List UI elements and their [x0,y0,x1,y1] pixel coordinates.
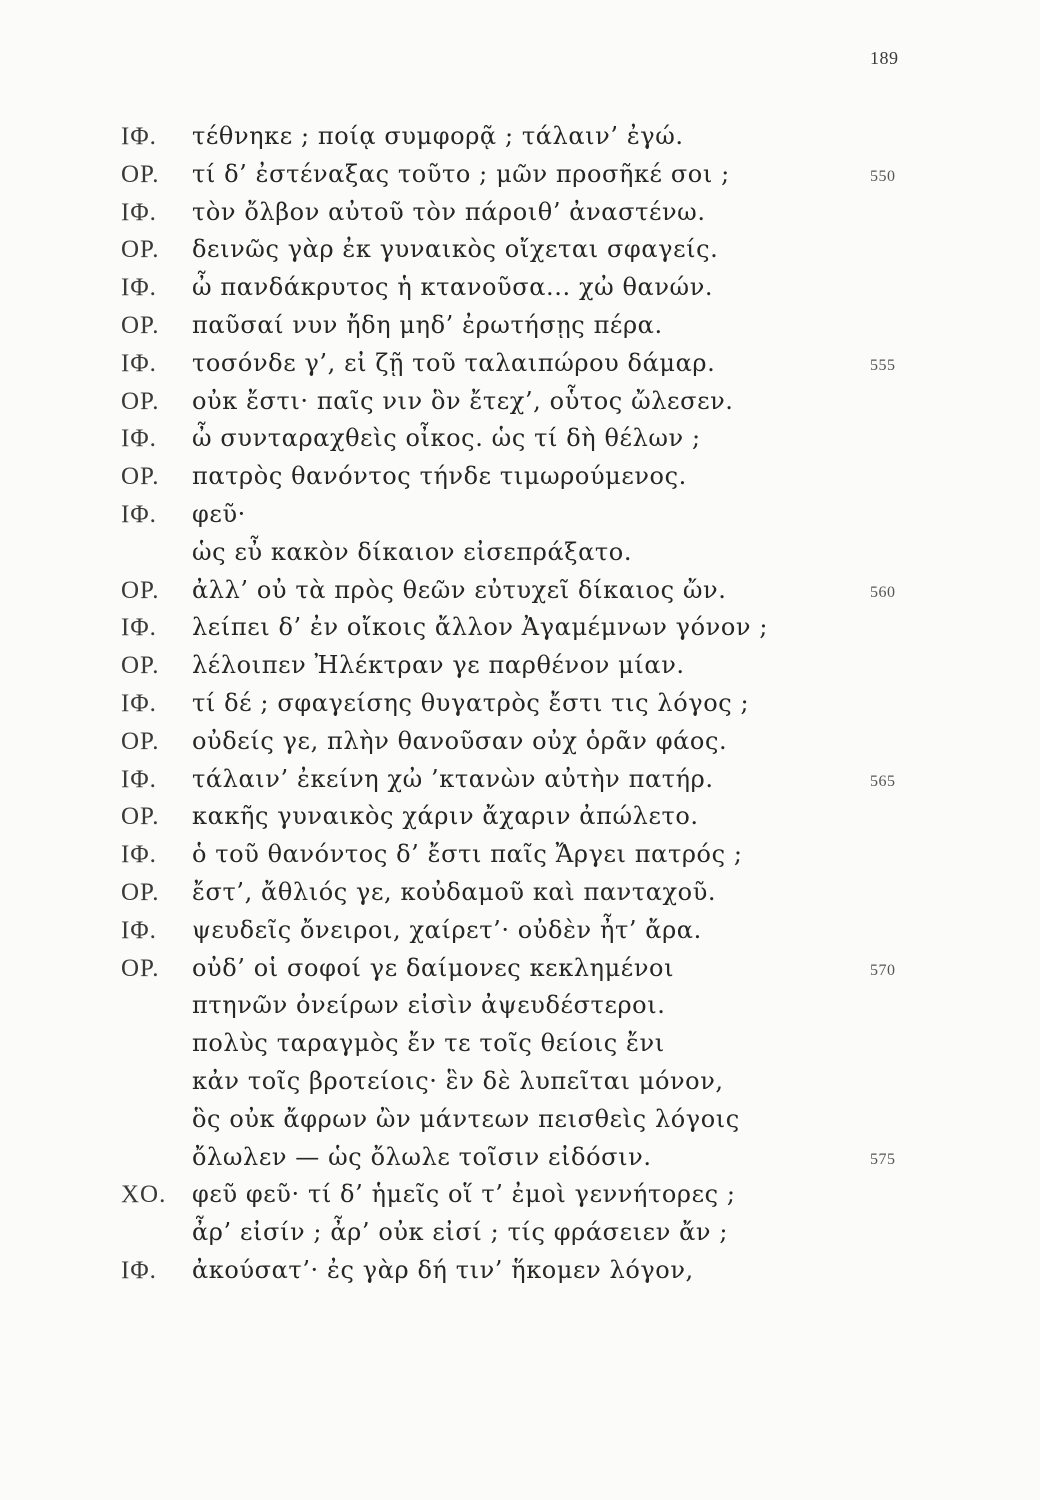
verse-text: οὐκ ἔστι· παῖς νιν ὃν ἔτεχ’, οὗτος ὤλεσεν. [192,386,734,415]
verse-text: οὐδείς γε, πλὴν θανοῦσαν οὐχ ὁρᾶν φάος. [192,726,728,755]
verse-text: κἀν τοῖς βροτείοις· ἓν δὲ λυπεῖται μόνον, [192,1066,724,1095]
dialogue-line [0,231,1040,269]
line-number: 570 [870,961,896,979]
verse-text: ὦ συνταραχθεὶς οἶκος. ὡς τί δὴ θέλων ; [192,424,701,453]
speaker-label: ΙΦ. [121,274,157,302]
verse-text: τὸν ὄλβον αὐτοῦ τὸν πάροιθ’ ἀναστένω. [192,197,706,226]
dialogue-line [0,1101,1040,1139]
speaker-label: ΟΡ. [121,387,160,415]
verse-text: ὃς οὐκ ἄφρων ὢν μάντεων πεισθεὶς λόγοις [192,1104,740,1133]
dialogue-line [0,1176,1040,1214]
speaker-label: ΙΦ. [121,689,157,717]
speaker-label: ΙΦ. [121,349,157,377]
verse-text: πτηνῶν ὀνείρων εἰσὶν ἀψευδέστεροι. [192,991,666,1020]
speaker-label: ΙΦ. [121,1256,157,1284]
dialogue-line [0,723,1040,761]
speaker-label: ΟΡ. [121,463,160,491]
dialogue-line [0,194,1040,232]
verse-text: ὁ τοῦ θανόντος δ’ ἔστι παῖς Ἄργει πατρός ; [192,840,743,869]
speaker-label: ΙΦ. [121,614,157,642]
dialogue-line [0,836,1040,874]
speaker-label: ΙΦ. [121,765,157,793]
dialogue-line [0,534,1040,572]
speaker-label: ΟΡ. [121,160,160,188]
dialogue-line [0,458,1040,496]
verse-text: ὄλωλεν — ὡς ὄλωλε τοῖσιν εἰδόσιν. [192,1142,652,1171]
speaker-label: ΟΡ. [121,236,160,264]
dialogue-line [0,647,1040,685]
speaker-label: ΟΡ. [121,954,160,982]
line-number: 555 [870,356,896,374]
dialogue-line [0,118,1040,156]
verse-text: τοσόνδε γ’, εἰ ζῇ τοῦ ταλαιπώρου δάμαρ. [192,348,716,377]
line-number: 575 [870,1150,896,1168]
dialogue-line [0,383,1040,421]
verse-text: ὦ πανδάκρυτος ἡ κτανοῦσα... χὠ θανών. [192,273,714,302]
verse-text: δεινῶς γὰρ ἐκ γυναικὸς οἴχεται σφαγείς. [192,235,719,264]
verse-text: πατρὸς θανόντος τήνδε τιμωρούμενος. [192,462,687,491]
dialogue-line [0,874,1040,912]
speaker-label: ΙΦ. [121,123,157,150]
dialogue-line [0,345,1040,383]
verse-text: πολὺς ταραγμὸς ἔν τε τοῖς θείοις ἔνι [192,1029,665,1058]
speaker-label: ΙΦ. [121,916,157,944]
verse-text: τάλαιν’ ἐκείνη χὠ ’κτανὼν αὐτὴν πατήρ. [192,764,714,793]
verse-text: ψευδεῖς ὄνειροι, χαίρετ’· οὐδὲν ἦτ’ ἄρα. [192,915,702,944]
dialogue-lines [0,118,1040,1290]
dialogue-line [0,987,1040,1025]
page-number: 189 [870,48,899,68]
dialogue-line [0,1063,1040,1101]
speaker-label: ΟΡ. [121,311,160,339]
verse-text: παῦσαί νυν ἤδη μηδ’ ἐρωτήσῃς πέρα. [192,310,663,339]
dialogue-line [0,420,1040,458]
dialogue-line [0,572,1040,610]
dialogue-line [0,609,1040,647]
speaker-label: ΙΦ. [121,198,157,226]
verse-text: λείπει δ’ ἐν οἴκοις ἄλλον Ἀγαμέμνων γόνον ; [192,613,769,642]
dialogue-line [0,950,1040,988]
verse-text: ὡς εὖ κακὸν δίκαιον εἰσεπράξατο. [192,537,633,566]
speaker-label: ΙΦ. [121,500,157,528]
line-number: 565 [870,772,896,790]
verse-text: τί δέ ; σφαγείσης θυγατρὸς ἔστι τις λόγος ; [192,688,750,717]
speaker-label: ΟΡ. [121,878,160,906]
speaker-label: ΟΡ. [121,576,160,604]
dialogue-line [0,761,1040,799]
speaker-label: ΟΡ. [121,652,160,680]
speaker-label: ΟΡ. [121,727,160,755]
dialogue-line [0,912,1040,950]
verse-text: κακῆς γυναικὸς χάριν ἄχαριν ἀπώλετο. [192,802,699,831]
verse-text: ἀκούσατ’· ἐς γὰρ δή τιν’ ἥκομεν λόγον, [192,1255,694,1284]
dialogue-line [0,1139,1040,1177]
speaker-label: ΧΟ. [121,1181,167,1209]
verse-text: φεῦ φεῦ· τί δ’ ἡμεῖς οἵ τ’ ἐμοὶ γεννήτορες ; [192,1180,736,1209]
line-number: 550 [870,167,896,185]
verse-text: ἆρ’ εἰσίν ; ἆρ’ οὐκ εἰσί ; τίς φράσειεν ἄν ; [192,1218,729,1247]
verse-text: τέθνηκε ; ποίᾳ συμφορᾷ ; τάλαιν’ ἐγώ. [192,122,684,150]
line-number: 560 [870,583,896,601]
dialogue-line [0,307,1040,345]
dialogue-line [0,1252,1040,1290]
dialogue-line [0,685,1040,723]
speaker-label: ΙΦ. [121,425,157,453]
verse-text: τί δ’ ἐστέναξας τοῦτο ; μῶν προσῆκέ σοι ; [192,159,730,188]
dialogue-line [0,1214,1040,1252]
verse-text: ἀλλ’ οὐ τὰ πρὸς θεῶν εὐτυχεῖ δίκαιος ὤν. [192,575,727,604]
dialogue-line [0,496,1040,534]
dialogue-line [0,156,1040,194]
dialogue-line [0,798,1040,836]
verse-text: οὐδ’ οἱ σοφοί γε δαίμονες κεκλημένοι [192,953,675,982]
dialogue-line [0,269,1040,307]
verse-text: ἔστ’, ἄθλιός γε, κοὐδαμοῦ καὶ πανταχοῦ. [192,877,717,906]
speaker-label: ΟΡ. [121,803,160,831]
speaker-label: ΙΦ. [121,841,157,869]
verse-text: λέλοιπεν Ἠλέκτραν γε παρθένον μίαν. [192,651,685,680]
verse-text: φεῦ· [192,499,246,528]
dialogue-line [0,1025,1040,1063]
